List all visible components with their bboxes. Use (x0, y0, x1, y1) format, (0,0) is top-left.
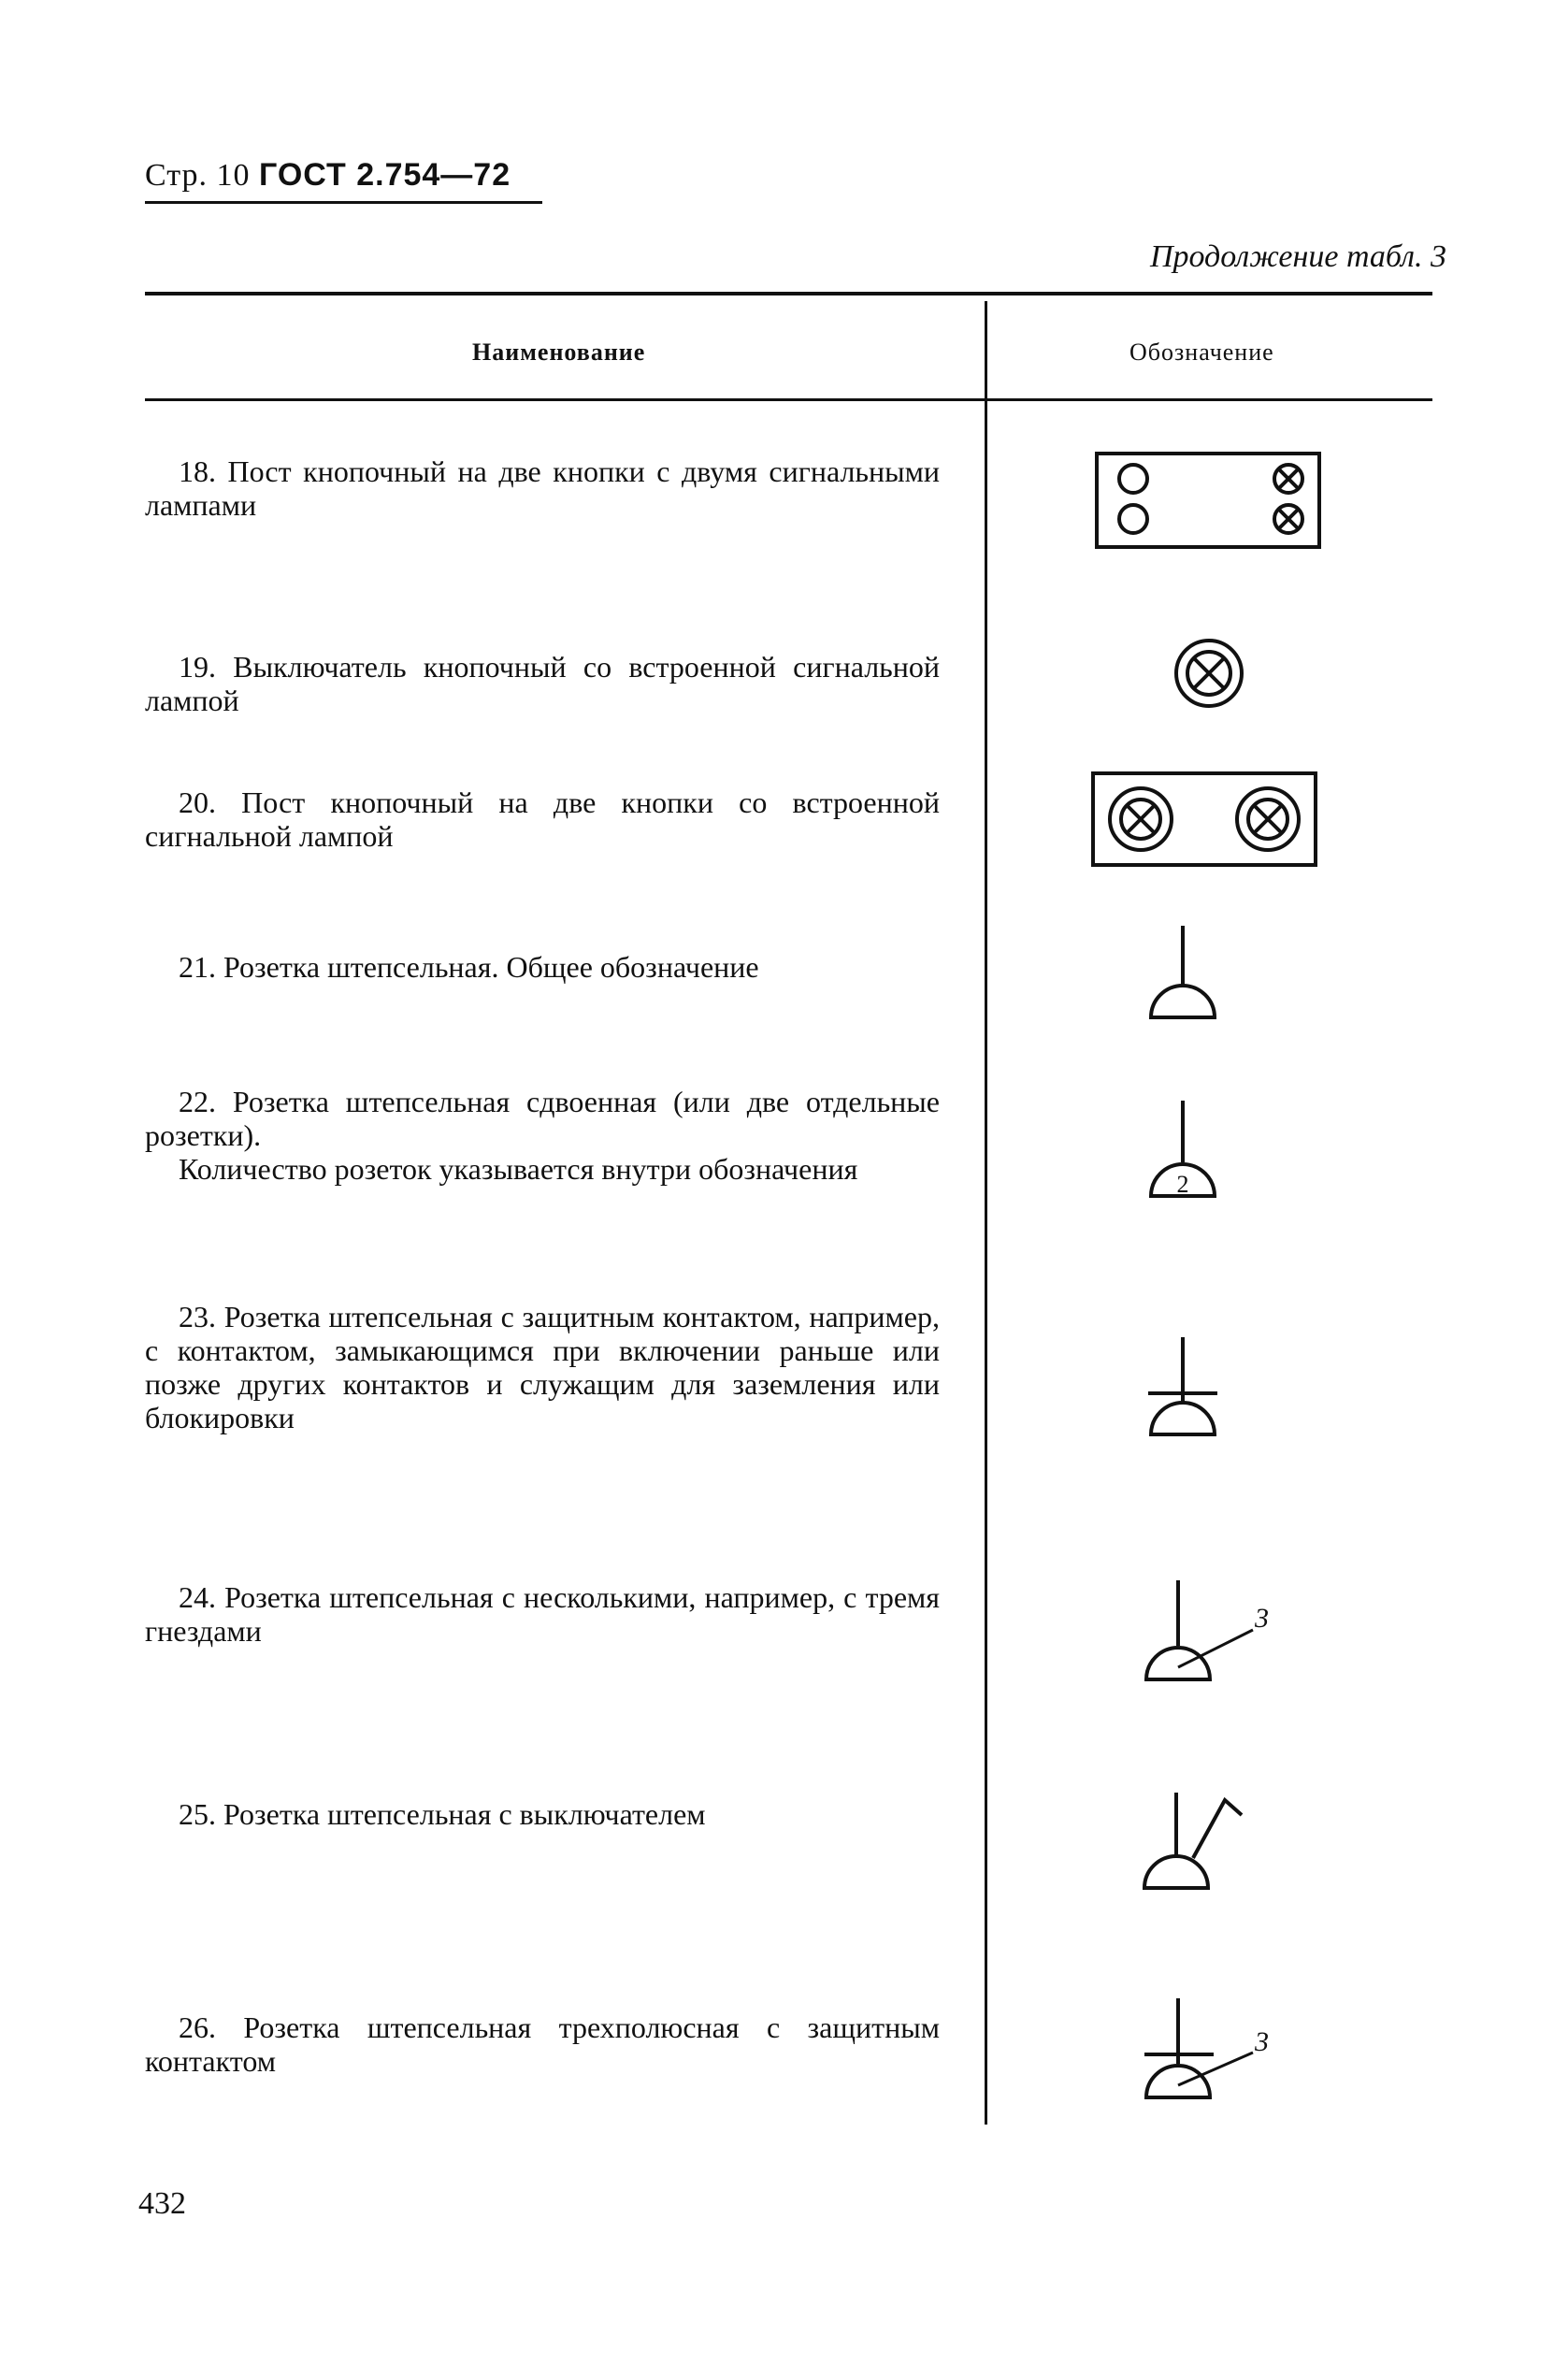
table-row-26 (145, 2010, 940, 2078)
row-25-text: 25. Розетка штепсельная с выключателем (179, 1797, 706, 1831)
column-header-symbol: Обозначение (1129, 339, 1274, 366)
row-21-text: 21. Розетка штепсельная. Общее обозначение (179, 950, 759, 984)
header-underline (145, 201, 542, 204)
page-header (145, 157, 511, 194)
socket-with-switch-icon (1139, 1791, 1251, 1894)
pushbutton-post-builtin-lamps-icon (1090, 771, 1319, 869)
socket-three-jacks-icon (1139, 1578, 1279, 1686)
table-header-rule (145, 398, 1432, 401)
row-22-text: 22. Розетка штепсельная сдвоенная (или две отдельные розетки). (145, 1085, 940, 1152)
socket-double-icon (1145, 1099, 1220, 1200)
table-row-20 (145, 785, 940, 853)
row-22-text-note: Количество розеток указывается внутри обозначения (179, 1152, 858, 1186)
pole-count-label: 3 (1255, 2026, 1269, 2057)
row-24-text: 24. Розетка штепсельная с несколькими, например, с тремя гнездами (145, 1580, 940, 1648)
page-prefix: Стр. 10 (145, 158, 251, 193)
table-row-24 (145, 1580, 940, 1648)
table-row-25 (145, 1797, 940, 1831)
standard-code: ГОСТ 2.754—72 (259, 157, 511, 193)
socket-protective-contact-icon (1143, 1335, 1223, 1438)
row-18-text: 18. Пост кнопочный на две кнопки с двумя сигнальными лампами (145, 454, 940, 522)
table-row-19 (145, 650, 940, 717)
socket-count-label: 2 (1176, 1171, 1189, 1198)
table-row-18 (145, 454, 940, 522)
table-continuation-label: Продолжение табл. 3 (1149, 239, 1446, 274)
jack-count-label: 3 (1255, 1603, 1269, 1634)
table-top-rule (145, 292, 1432, 295)
table-row-23 (145, 1300, 940, 1434)
row-26-text: 26. Розетка штепсельная трехполюсная с защитным контактом (145, 2010, 940, 2078)
table-row-21 (145, 950, 940, 984)
column-divider (985, 301, 987, 2125)
table-row-22 (145, 1085, 940, 1186)
column-header-name: Наименование (472, 339, 646, 366)
row-20-text: 20. Пост кнопочный на две кнопки со встроенной сигнальной лампой (145, 785, 940, 853)
socket-three-pole-protective-icon (1139, 1996, 1279, 2104)
pushbutton-post-two-lamps-icon (1094, 451, 1323, 552)
row-19-text: 19. Выключатель кнопочный со встроенной сигнальной лампой (145, 650, 940, 717)
row-23-text: 23. Розетка штепсельная с защитным контактом, например, с контактом, замыкающимся при включении раньше или позже других контактов и служащим для заземления или блокировки (145, 1300, 940, 1434)
page-number: 432 (138, 2186, 186, 2221)
socket-general-icon (1145, 924, 1220, 1022)
pushbutton-switch-lamp-icon (1172, 636, 1246, 711)
